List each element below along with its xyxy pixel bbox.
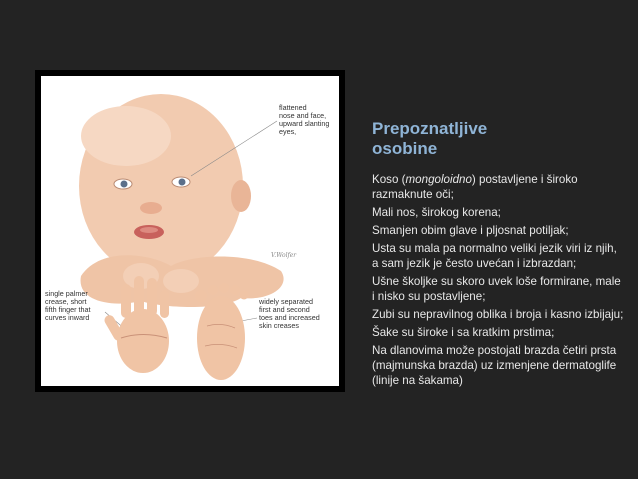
list-item: Na dlanovima može postojati brazda četiri prsta (majmunska brazda) uz izmenjene dermatoglife (linije na šakama) [372, 344, 617, 387]
caption-face: flattened nose and face, upward slanting eyes, [279, 103, 330, 136]
illustration-frame [35, 70, 345, 392]
list-item: Mali nos, širokog korena; [372, 206, 501, 219]
list-item: Usta su mala pa normalno veliki jezik viri iz njih, a sam jezik je često uvećan i izbrazdan; [372, 242, 617, 270]
baby-ear [231, 180, 251, 212]
caption-toes: widely separated first and second toes and increased skin creases [259, 297, 320, 330]
item-text: Koso ( [372, 173, 406, 186]
slide-body [372, 172, 624, 391]
artist-signature: V.Wolfer [271, 252, 297, 259]
slide-title [372, 119, 622, 159]
foot-illustration [195, 283, 249, 380]
list-item [372, 172, 624, 202]
item-text: ) postavljene i široko razmaknute oči; [372, 173, 578, 201]
list-item: Smanjen obim glave i pljosnat potiljak; [372, 224, 569, 237]
list-item: Zubi su nepravilnog oblika i broja i kasno izbijaju; [372, 308, 624, 321]
baby-right-hand [163, 269, 199, 293]
list-item: Ušne školjke su skoro uvek loše formirane, male i nisko su postavljene; [372, 275, 621, 303]
list-item: Šake su široke i sa kratkim prstima; [372, 326, 555, 339]
item-emphasis: mongoloidno [405, 173, 472, 186]
slide-title-line-1: Prepoznatljive [372, 119, 488, 138]
baby-head-shade [81, 106, 171, 166]
slide-title-line-2: osobine [372, 139, 438, 158]
baby-nose [140, 202, 162, 214]
caption-palm: single palmer crease, short fifth finger that curves inward [45, 289, 91, 322]
illustration [41, 76, 339, 386]
